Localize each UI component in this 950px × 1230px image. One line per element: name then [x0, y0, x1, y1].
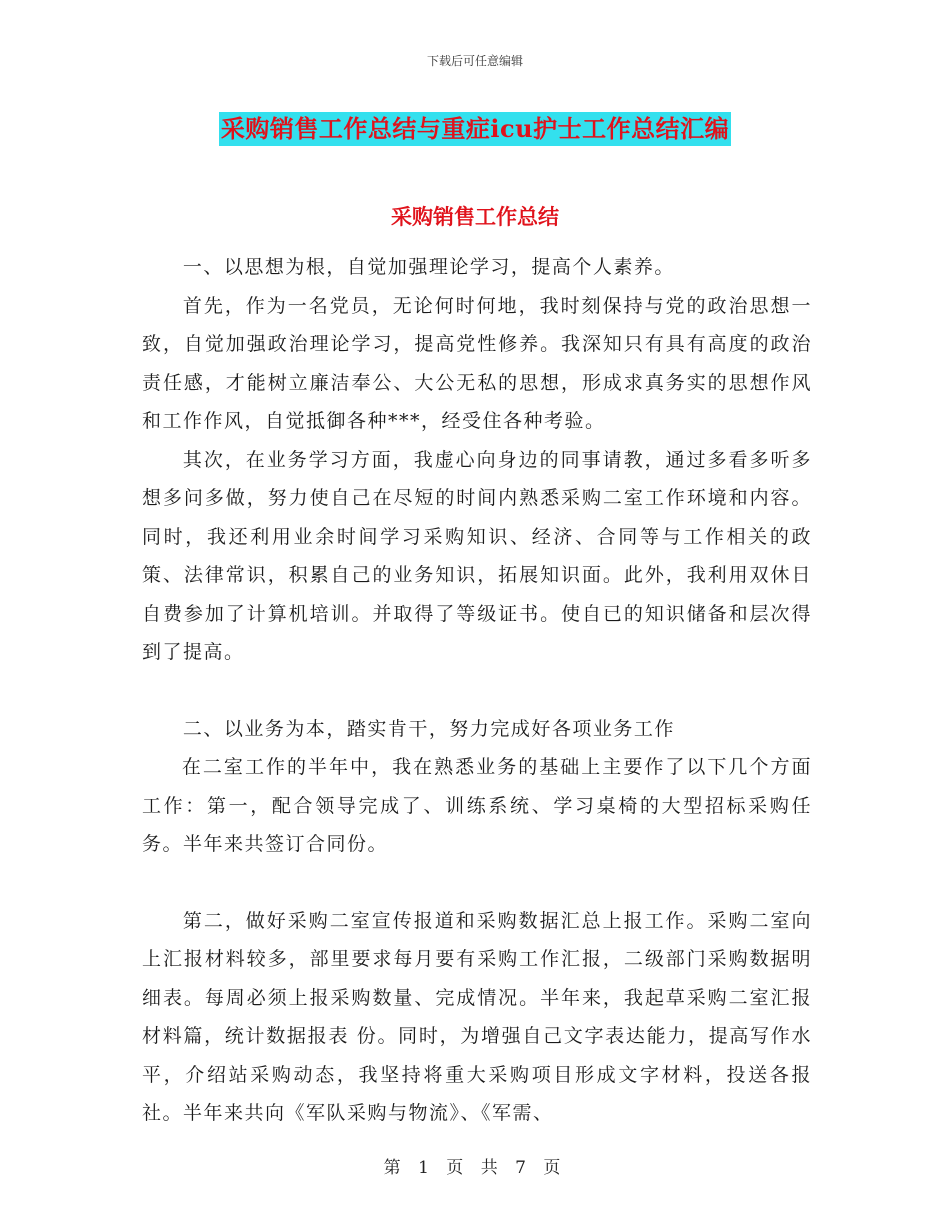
doc-title-wrap [0, 112, 950, 146]
document-body [142, 248, 812, 1133]
section-title: 采购销售工作总结 [391, 205, 559, 229]
paragraph-4: 二、以业务为本，踏实肯干，努力完成好各项业务工作 [182, 717, 675, 740]
paragraph-5: 在二室工作的半年中，我在熟悉业务的基础上主要作了以下几个方面工作：第一，配合领导完成了、训练系统、学习桌椅的大型招标采购任务。半年来共签订合同份。 [142, 756, 812, 855]
paragraph-gap [142, 864, 812, 902]
paragraph-1: 一、以思想为根，自觉加强理论学习，提高个人素养。 [182, 256, 675, 278]
paragraph-gap [142, 672, 812, 710]
paragraph-6: 第二，做好采购二室宣传报道和采购数据汇总上报工作。采购二室向上汇报材料较多，部里要求每月要有采购工作汇报，二级部门采购数据明细表。每周必须上报采购数量、完成情况。半年来，我起草采购二室汇报材料篇，统计数据报表 份。同时，为增强自己文字表达能力，提高写作水平，介绍站采购动态，我坚持将重大采购项目形成文字材料，投送各报社。半年来共向《军队采购与物流》、《军需、 [142, 909, 812, 1124]
paragraph-3: 其次，在业务学习方面，我虚心向身边的同事请教，通过多看多听多想多问多做，努力使自己在尽短的时间内熟悉采购二室工作环境和内容。同时，我还利用业余时间学习采购知识、经济、合同等与工作相关的政策、法律常识，积累自己的业务知识，拓展知识面。此外，我利用双休日自费参加了计算机培训。并取得了等级证书。使自已的知识储备和层次得到了提高。 [142, 448, 812, 663]
header-note: 下载后可任意编辑 [426, 54, 523, 68]
paragraph-2: 首先，作为一名党员，无论何时何地，我时刻保持与党的政治思想一致，自觉加强政治理论学习，提高党性修养。我深知只有具有高度的政治责任感，才能树立廉洁奉公、大公无私的思想，形成求真务实的思想作风和工作作风，自觉抵御各种***，经受住各种考验。 [142, 294, 812, 432]
page-footer: 第 1 页 共 7 页 [383, 1158, 567, 1178]
doc-title: 采购销售工作总结与重症icu护士工作总结汇编 [219, 112, 731, 146]
